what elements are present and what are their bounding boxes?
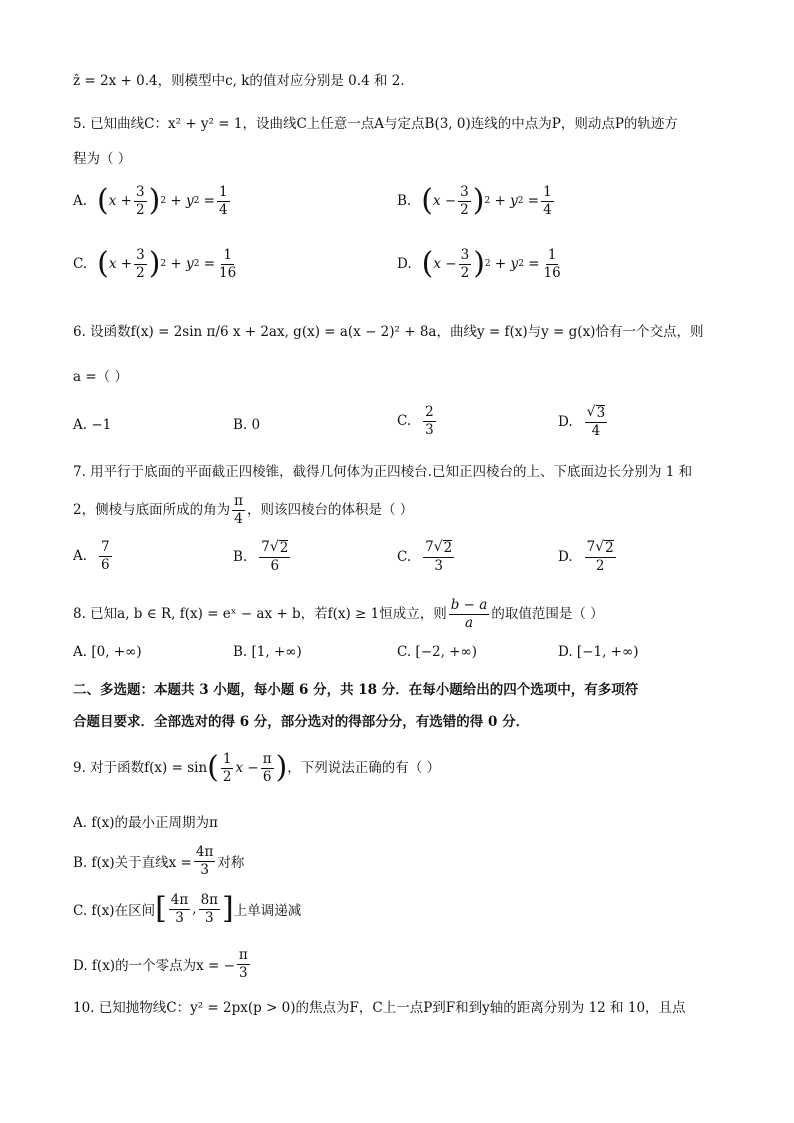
q10-stem-line: 10. 已知抛物线C：y² = 2px(p > 0)的焦点为F，C上一点P到F和到y轴的距离分别为 12 和 10，且点 [73, 1000, 686, 1016]
q8-option-d: D. [−1, +∞) [558, 644, 639, 660]
q9-option-c: C. f(x)在区间 [ $\frac{4\pi}{3}$ , $\frac{8\pi}{3}$ ] 上单调递减 [73, 891, 302, 927]
section2-heading-line1: 二、多选题：本题共 3 小题，每小题 6 分，共 18 分．在每小题给出的四个选项中，有多项符 [73, 682, 639, 698]
q8-stem-line: 8. 已知a, b ∈ R, f(x) = eˣ − ax + b，若f(x) ≥ 1恒成立，则 $\frac{b - a}{a}$ 的取值范围是（ ） [73, 597, 604, 631]
q7-option-d: D. 7 √ 2 2 [558, 539, 614, 574]
q9-option-d: D. f(x)的一个零点为x = − $\frac{\pi}{3}$ [73, 947, 248, 981]
q8-option-c: C. [−2, +∞) [397, 644, 478, 660]
q6-option-b: B. 0 [233, 417, 261, 433]
q8-option-b: B. [1, +∞) [233, 644, 302, 660]
q7-option-c: C. 7 √ 2 3 [397, 539, 453, 574]
q9-option-b: B. f(x)关于直线x = $\frac{4\pi}{3}$ 对称 [73, 844, 245, 878]
q5-option-a: A. ( x + $\frac{3}{2}$ ) 2 + y 2 = $\frac{1}{4}$ [73, 183, 228, 219]
q5-stem-line2: 程为（ ） [73, 151, 132, 167]
q5-stem-line1: 5. 已知曲线C：x² + y² = 1，设曲线C上任意一点A与定点B(3, 0)连线的中点为P，则动点P的轨迹方 [73, 116, 678, 132]
q9-option-a: A. f(x)的最小正周期为π [73, 815, 218, 831]
q7-stem-line2: 2，侧棱与底面所成的角为 $\frac{\pi}{4}$ ，则该四棱台的体积是（ ） [73, 493, 414, 527]
q8-option-a: A. [0, +∞) [73, 644, 142, 660]
top-line: ẑ = 2x + 0.4，则模型中c, k的值对应分别是 0.4 和 2． [73, 73, 414, 89]
q5-option-c: C. ( x + $\frac{3}{2}$ ) 2 + y 2 = $\frac{1}{16}$ [73, 246, 237, 282]
q6-stem-line1: 6. 设函数f(x) = 2sin π/6 x + 2ax, g(x) = a(x − 2)² + 8a，曲线y = f(x)与y = g(x)恰有一个交点，则 [73, 324, 704, 340]
q5-option-d: D. ( x − $\frac{3}{2}$ ) 2 + y 2 = $\frac{1}{16}$ [397, 246, 561, 282]
q7-option-a: A. $\frac{7}{6}$ [73, 539, 110, 573]
q7-stem-line1: 7. 用平行于底面的平面截正四棱锥，截得几何体为正四棱台.已知正四棱台的上、下底面边长分别为 1 和 [73, 464, 693, 480]
q7-option-b: B. 7 √ 2 6 [233, 539, 289, 574]
q6-option-c: C. $\frac{2}{3}$ [397, 404, 434, 438]
q6-option-d: D. √ 3 4 [558, 404, 606, 439]
q6-stem-line2: a =（ ） [73, 369, 128, 385]
q9-stem-line: 9. 对于函数f(x) = sin ( $\frac{1}{2}$ x − $\frac{\pi}{6}$ ) ，下列说法正确的有（ ） [73, 750, 441, 786]
q5-option-b: B. ( x − $\frac{3}{2}$ ) 2 + y 2 = $\frac{1}{4}$ [397, 183, 552, 219]
section2-heading-line2: 合题目要求．全部选对的得 6 分，部分选对的得部分分，有选错的得 0 分． [73, 714, 530, 730]
q6-option-a: A. −1 [73, 417, 112, 433]
